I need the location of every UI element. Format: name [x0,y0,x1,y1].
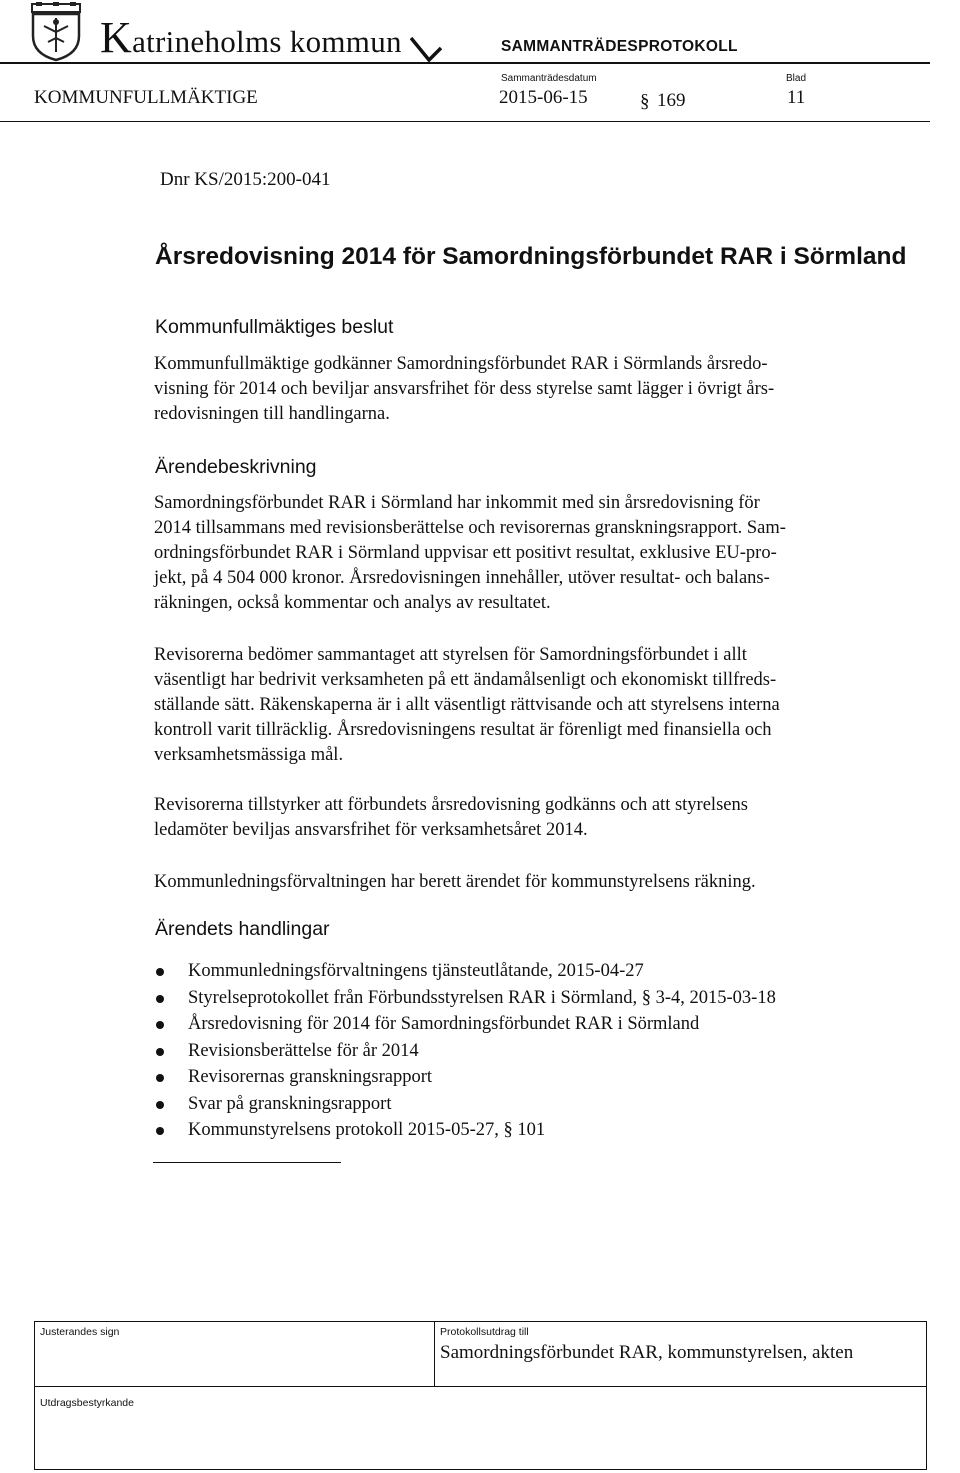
page-caption: Blad [786,73,807,84]
document-type: SAMMANTRÄDESPROTOKOLL [501,38,738,55]
bullet-icon [156,1021,164,1029]
header-top-rule [0,62,930,64]
text-line: väsentligt har bedrivit verksamheten på ett ändamålsenligt och ekonomiskt tillfreds- [154,670,777,690]
brand-swoosh-icon [410,34,442,64]
text-line: redovisningen till handlingarna. [154,404,390,424]
list-item [153,985,776,1012]
text-line: visning för 2014 och beviljar ansvarsfrihet för dess styrelse samt lägger i övrigt års- [154,379,775,399]
description-paragraph-3 [154,793,914,843]
diary-number: Dnr KS/2015:200-041 [160,169,331,190]
description-paragraph-1 [154,491,914,616]
text-line: 2014 tillsammans med revisionsberättelse och revisorernas granskningsrapport. Sam- [154,518,786,538]
list-item [153,1064,776,1091]
text-line: ledamöter beviljas ansvarsfrihet för verksamhetsåret 2014. [154,820,588,840]
list-item-text: Styrelseprotokollet från Förbundsstyrelsen RAR i Sörmland, § 3-4, 2015-03-18 [188,987,776,1008]
bullet-icon [156,1074,164,1082]
text-line: räkningen, också kommentar och analys av resultatet. [154,593,551,613]
list-item-text: Revisionsberättelse för år 2014 [188,1040,419,1061]
text-line: Samordningsförbundet RAR i Sörmland har inkommit med sin årsredovisning för [154,493,760,513]
text-line: Kommunfullmäktige godkänner Samordningsförbundet RAR i Sörmlands årsredo- [154,354,768,374]
text-line: verksamhetsmässiga mål. [154,745,344,765]
bullet-icon [156,968,164,976]
bullet-icon [156,1048,164,1056]
footer-divider-horizontal [34,1386,927,1387]
list-item [153,1117,776,1144]
list-item-text: Svar på granskningsrapport [188,1093,392,1114]
list-item-text: Årsredovisning för 2014 för Samordningsförbundet RAR i Sörmland [188,1014,700,1034]
description-paragraph-2 [154,643,914,768]
footer-divider-vertical [434,1321,435,1387]
protokollsutdrag-value: Samordningsförbundet RAR, kommunstyrelsen, akten [440,1342,854,1363]
page-number: 11 [787,87,806,108]
bullet-icon [156,1127,164,1135]
header-bottom-rule [0,121,930,122]
text-line: kontroll varit tillräcklig. Årsredovisningens resultat är förenligt med finansiella och [154,720,772,740]
end-rule [153,1162,341,1163]
coat-of-arms-icon [30,2,82,62]
list-item [153,1011,776,1038]
body-name: KOMMUNFULLMÄKTIGE [34,87,258,108]
page-title: Årsredovisning 2014 för Samordningsförbundet RAR i Sörmland [155,243,907,270]
decision-heading: Kommunfullmäktiges beslut [155,316,394,338]
text-line: ordningsförbundet RAR i Sörmland uppvisar ett positivt resultat, exklusive EU-pro- [154,543,777,563]
bullet-icon [156,995,164,1003]
protokollsutdrag-label: Protokollsutdrag till [440,1326,529,1338]
list-item-text: Kommunledningsförvaltningens tjänsteutlåtande, 2015-04-27 [188,961,644,981]
municipality-name [100,13,402,62]
list-item [153,1038,776,1065]
date-caption: Sammanträdesdatum [501,73,597,84]
list-item [153,958,776,985]
justerandes-sign-label: Justerandes sign [40,1326,120,1338]
municipality-initial: K [100,13,133,62]
description-heading: Ärendebeskrivning [155,456,317,478]
list-item [153,1091,776,1118]
text-line: Revisorerna tillstyrker att förbundets årsredovisning godkänns och att styrelsens [154,795,748,815]
documents-heading: Ärendets handlingar [155,918,330,940]
description-paragraph-4: Kommunledningsförvaltningen har berett ärendet för kommunstyrelsens räkning. [154,872,756,892]
text-line: Revisorerna bedömer sammantaget att styrelsen för Samordningsförbundet i allt [154,645,747,665]
list-item-text: Revisorernas granskningsrapport [188,1067,433,1087]
decision-text [154,352,914,427]
section-symbol: § [640,91,650,112]
text-line: ställande sätt. Räkenskaperna är i allt väsentligt rättvisande och att styrelsens interna [154,695,780,715]
text-line: jekt, på 4 504 000 kronor. Årsredovisningen innehåller, utöver resultat- och balans- [154,568,770,588]
list-item-text: Kommunstyrelsens protokoll 2015-05-27, § 101 [188,1120,546,1140]
municipality-rest: atrineholms kommun [132,24,402,59]
utdragsbestyrkande-label: Utdragsbestyrkande [40,1397,134,1409]
meeting-date: 2015-06-15 [499,87,588,108]
section-number: 169 [657,90,686,111]
documents-list [153,958,776,1144]
bullet-icon [156,1101,164,1109]
